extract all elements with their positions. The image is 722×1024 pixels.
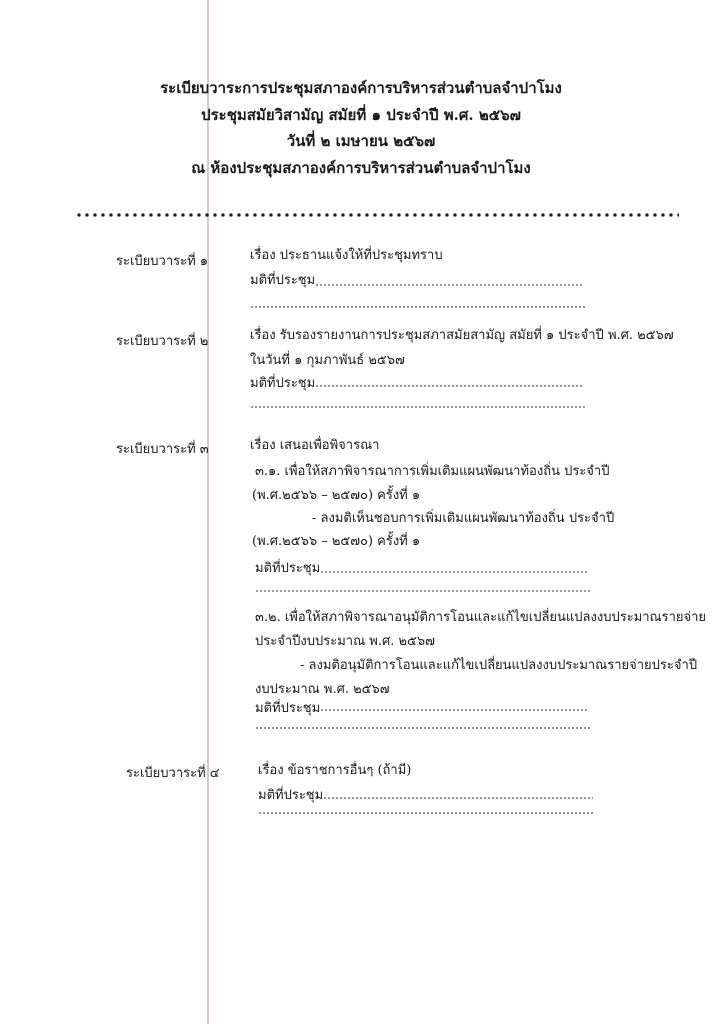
item-3-1-line2: (พ.ศ.๒๕๖๖ – ๒๕๗๐) ครั้งที่ ๑: [252, 488, 421, 503]
item-3-1-line4: (พ.ศ.๒๕๖๖ – ๒๕๗๐) ครั้งที่ ๑: [252, 534, 421, 549]
agenda-4-resolution-dots-2: [258, 812, 593, 814]
agenda-4-resolution-dots: [323, 797, 593, 799]
item-3-2-line3: - ลงมติอนุมัติการโอนและแก้ไขเปลี่ยนแปลงงบประมาณรายจ่ายประจำปี: [300, 658, 698, 673]
agenda-title: ระเบียบวาระการประชุมสภาองค์การบริหารส่วนตำบลจำปาโมง: [160, 79, 562, 97]
agenda-2-label: ระเบียบวาระที่ ๒: [116, 334, 209, 349]
agenda-2-subject-cont: ในวันที่ ๑ กุมภาพันธ์ ๒๕๖๗: [250, 353, 405, 368]
item-3-2-line4: งบประมาณ พ.ศ. ๒๕๖๗: [255, 682, 390, 697]
item-3-1-line3: - ลงมติเห็นชอบการเพิ่มเติมแผนพัฒนาท้องถิ่น ประจำปี: [312, 511, 615, 526]
item-3-2-resolution-dots-2: [255, 727, 590, 729]
agenda-4-subject: เรื่อง ข้อราชการอื่นๆ (ถ้ามี): [258, 763, 412, 778]
agenda-2-subject: เรื่อง รับรองรายงานการประชุมสภาสมัยสามัญ สมัยที่ ๑ ประจำปี พ.ศ. ๒๕๖๗: [250, 328, 674, 343]
agenda-1-subject: เรื่อง ประธานแจ้งให้ที่ประชุมทราบ: [250, 248, 443, 263]
item-3-1-line1: ๓.๑. เพื่อให้สภาพิจารณาการเพิ่มเติมแผนพัฒนาท้องถิ่น ประจำปี: [255, 464, 610, 479]
item-3-2-resolution-dots: [320, 709, 588, 711]
agenda-4-resolution-label: มติที่ประชุม: [258, 788, 324, 803]
margin-rule: [207, 0, 209, 1024]
agenda-1-resolution-dots-2: [250, 306, 585, 308]
agenda-2-resolution-dots: [315, 385, 583, 387]
item-3-2-line2: ประจำปีงบประมาณ พ.ศ. ๒๕๖๗: [255, 634, 435, 649]
agenda-1-resolution-label: มติที่ประชุม: [250, 273, 316, 288]
item-3-2-resolution-label: มติที่ประชุม: [255, 701, 321, 716]
dotted-separator: [75, 212, 679, 218]
item-3-1-resolution-label: มติที่ประชุม: [255, 561, 321, 576]
item-3-2-line1: ๓.๒. เพื่อให้สภาพิจารณาอนุมัติการโอนและแก้ไขเปลี่ยนแปลงงบประมาณรายจ่าย: [255, 610, 707, 625]
agenda-3-subject: เรื่อง เสนอเพื่อพิจารณา: [250, 438, 380, 453]
agenda-2-resolution-label: มติที่ประชุม: [250, 376, 316, 391]
agenda-2-resolution-dots-2: [250, 406, 585, 408]
agenda-3-label: ระเบียบวาระที่ ๓: [116, 442, 209, 457]
session-line: ประชุมสมัยวิสามัญ สมัยที่ ๑ ประจำปี พ.ศ. ๒๕๖๗: [201, 106, 521, 124]
date-line: วันที่ ๒ เมษายน ๒๕๖๗: [286, 132, 436, 150]
item-3-1-resolution-dots-2: [255, 590, 590, 592]
item-3-1-resolution-dots: [320, 571, 588, 573]
venue-line: ณ ห้องประชุมสภาองค์การบริหารส่วนตำบลจำปาโมง: [191, 159, 531, 177]
agenda-1-resolution-dots: [315, 284, 583, 286]
agenda-4-label: ระเบียบวาระที่ ๔: [126, 766, 220, 781]
agenda-1-label: ระเบียบวาระที่ ๑: [116, 254, 209, 269]
